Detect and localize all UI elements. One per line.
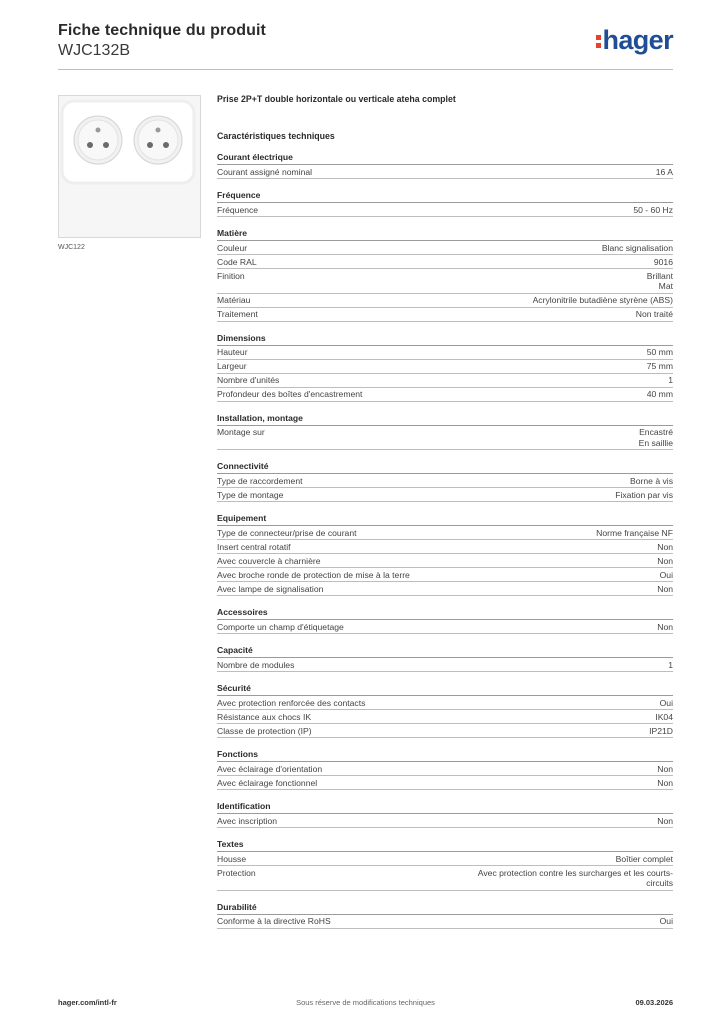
spec-value: Non <box>657 777 673 788</box>
spec-row <box>217 696 673 710</box>
spec-label: Avec broche ronde de protection de mise à la terre <box>217 569 410 580</box>
section-title: Matière <box>217 228 673 241</box>
spec-row <box>217 915 673 929</box>
spec-label: Avec éclairage fonctionnel <box>217 777 318 788</box>
spec-label: Matériau <box>217 295 251 305</box>
spec-value: 75 mm <box>646 361 673 371</box>
spec-label: Housse <box>217 853 247 864</box>
spec-label: Largeur <box>217 361 247 371</box>
section-title: Fréquence <box>217 190 673 203</box>
logo-text: hager <box>602 25 673 55</box>
spec-value: Brillant Mat <box>646 270 673 291</box>
spec-label: Fréquence <box>217 204 259 215</box>
spec-section <box>217 902 673 929</box>
section-title: Courant électrique <box>217 152 673 165</box>
spec-row <box>217 203 673 217</box>
page-header <box>58 22 673 70</box>
hager-logo <box>596 27 673 54</box>
logo-mark-icon <box>596 35 601 51</box>
spec-row <box>217 568 673 582</box>
spec-label: Avec couvercle à charnière <box>217 555 321 566</box>
spec-value: 40 mm <box>646 389 673 399</box>
footer-notice: Sous réserve de modifications techniques <box>296 998 435 1007</box>
section-title: Connectivité <box>217 461 673 474</box>
spec-row <box>217 852 673 866</box>
product-image <box>58 95 201 238</box>
spec-value: Non traité <box>635 309 673 319</box>
section-title: Dimensions <box>217 333 673 346</box>
spec-value: 50 mm <box>646 347 673 357</box>
spec-label: Hauteur <box>217 347 248 357</box>
section-title: Sécurité <box>217 683 673 696</box>
spec-row <box>217 255 673 269</box>
spec-label: Montage sur <box>217 427 265 437</box>
spec-section <box>217 683 673 738</box>
section-title: Capacité <box>217 645 673 658</box>
spec-section <box>217 749 673 790</box>
spec-section <box>217 413 673 451</box>
spec-row <box>217 762 673 776</box>
characteristics-heading: Caractéristiques techniques <box>217 131 335 141</box>
section-title: Fonctions <box>217 749 673 762</box>
section-title: Textes <box>217 839 673 852</box>
spec-section <box>217 152 673 179</box>
spec-label: Type de connecteur/prise de courant <box>217 527 357 538</box>
product-name: Prise 2P+T double horizontale ou verticale ateha complet <box>217 94 456 104</box>
spec-label: Profondeur des boîtes d'encastrement <box>217 389 363 399</box>
spec-section <box>217 607 673 634</box>
spec-row <box>217 165 673 179</box>
spec-value: Non <box>657 583 673 594</box>
spec-label: Avec protection renforcée des contacts <box>217 697 366 708</box>
spec-value: Borne à vis <box>630 475 673 486</box>
spec-value: Non <box>657 621 673 632</box>
spec-row <box>217 776 673 790</box>
spec-label: Conforme à la directive RoHS <box>217 916 331 926</box>
spec-section <box>217 513 673 596</box>
spec-label: Avec inscription <box>217 815 278 826</box>
document-title: Fiche technique du produit <box>58 22 266 39</box>
spec-value: Oui <box>659 916 673 926</box>
spec-row <box>217 620 673 634</box>
spec-row <box>217 540 673 554</box>
spec-value: 1 <box>668 375 673 385</box>
spec-label: Code RAL <box>217 256 257 267</box>
spec-value: Acrylonitrile butadiène styrène (ABS) <box>532 295 673 305</box>
spec-sections <box>217 152 673 929</box>
section-title: Durabilité <box>217 902 673 915</box>
spec-value: Non <box>657 541 673 552</box>
spec-label: Type de montage <box>217 489 284 500</box>
spec-section <box>217 645 673 672</box>
spec-row <box>217 388 673 402</box>
spec-section <box>217 461 673 502</box>
spec-row <box>217 308 673 322</box>
spec-value: Non <box>657 815 673 826</box>
spec-label: Avec lampe de signalisation <box>217 583 324 594</box>
spec-row <box>217 724 673 738</box>
spec-section <box>217 839 673 891</box>
spec-content <box>217 94 673 929</box>
spec-row <box>217 426 673 451</box>
spec-row <box>217 658 673 672</box>
spec-label: Finition <box>217 270 245 281</box>
spec-label: Insert central rotatif <box>217 541 291 552</box>
spec-row <box>217 346 673 360</box>
spec-value: Oui <box>659 697 673 708</box>
spec-row <box>217 294 673 308</box>
spec-value: Fixation par vis <box>615 489 673 500</box>
section-title: Installation, montage <box>217 413 673 426</box>
spec-value: IP21D <box>649 725 673 736</box>
spec-row <box>217 710 673 724</box>
spec-row <box>217 241 673 255</box>
spec-section <box>217 333 673 402</box>
spec-value: IK04 <box>655 711 673 722</box>
spec-section <box>217 228 673 322</box>
spec-row <box>217 269 673 294</box>
spec-row <box>217 488 673 502</box>
spec-label: Nombre d'unités <box>217 375 280 385</box>
section-title: Identification <box>217 801 673 814</box>
spec-value: 50 - 60 Hz <box>633 204 673 215</box>
spec-row <box>217 474 673 488</box>
double-socket-icon <box>59 96 200 237</box>
spec-value: Boîtier complet <box>615 853 673 864</box>
section-title: Equipement <box>217 513 673 526</box>
spec-label: Protection <box>217 867 256 878</box>
spec-row <box>217 814 673 828</box>
section-title: Accessoires <box>217 607 673 620</box>
spec-section <box>217 801 673 828</box>
spec-value: 9016 <box>653 256 673 267</box>
spec-label: Courant assigné nominal <box>217 166 313 177</box>
spec-label: Comporte un champ d'étiquetage <box>217 621 344 632</box>
spec-value: Encastré En saillie <box>638 427 673 448</box>
spec-label: Traitement <box>217 309 258 319</box>
spec-value: 16 A <box>655 166 673 177</box>
spec-row <box>217 374 673 388</box>
spec-value: Blanc signalisation <box>601 242 673 253</box>
spec-value: Non <box>657 555 673 566</box>
image-caption: WJC122 <box>58 244 85 251</box>
spec-label: Résistance aux chocs IK <box>217 711 312 722</box>
spec-row <box>217 554 673 568</box>
spec-value: Avec protection contre les surcharges et les courts- circuits <box>477 867 673 888</box>
spec-value: 1 <box>668 659 673 670</box>
product-reference: WJC132B <box>58 42 131 59</box>
spec-section <box>217 190 673 217</box>
spec-value: Oui <box>659 569 673 580</box>
spec-row <box>217 360 673 374</box>
spec-row <box>217 526 673 540</box>
spec-label: Couleur <box>217 242 248 253</box>
spec-value: Norme française NF <box>596 527 673 538</box>
footer-date: 09.03.2026 <box>635 998 673 1007</box>
spec-label: Avec éclairage d'orientation <box>217 763 323 774</box>
spec-value: Non <box>657 763 673 774</box>
spec-label: Classe de protection (IP) <box>217 725 312 736</box>
spec-label: Nombre de modules <box>217 659 295 670</box>
spec-row <box>217 582 673 596</box>
spec-label: Type de raccordement <box>217 475 303 486</box>
spec-row <box>217 866 673 891</box>
footer-website[interactable]: hager.com/intl-fr <box>58 998 117 1007</box>
